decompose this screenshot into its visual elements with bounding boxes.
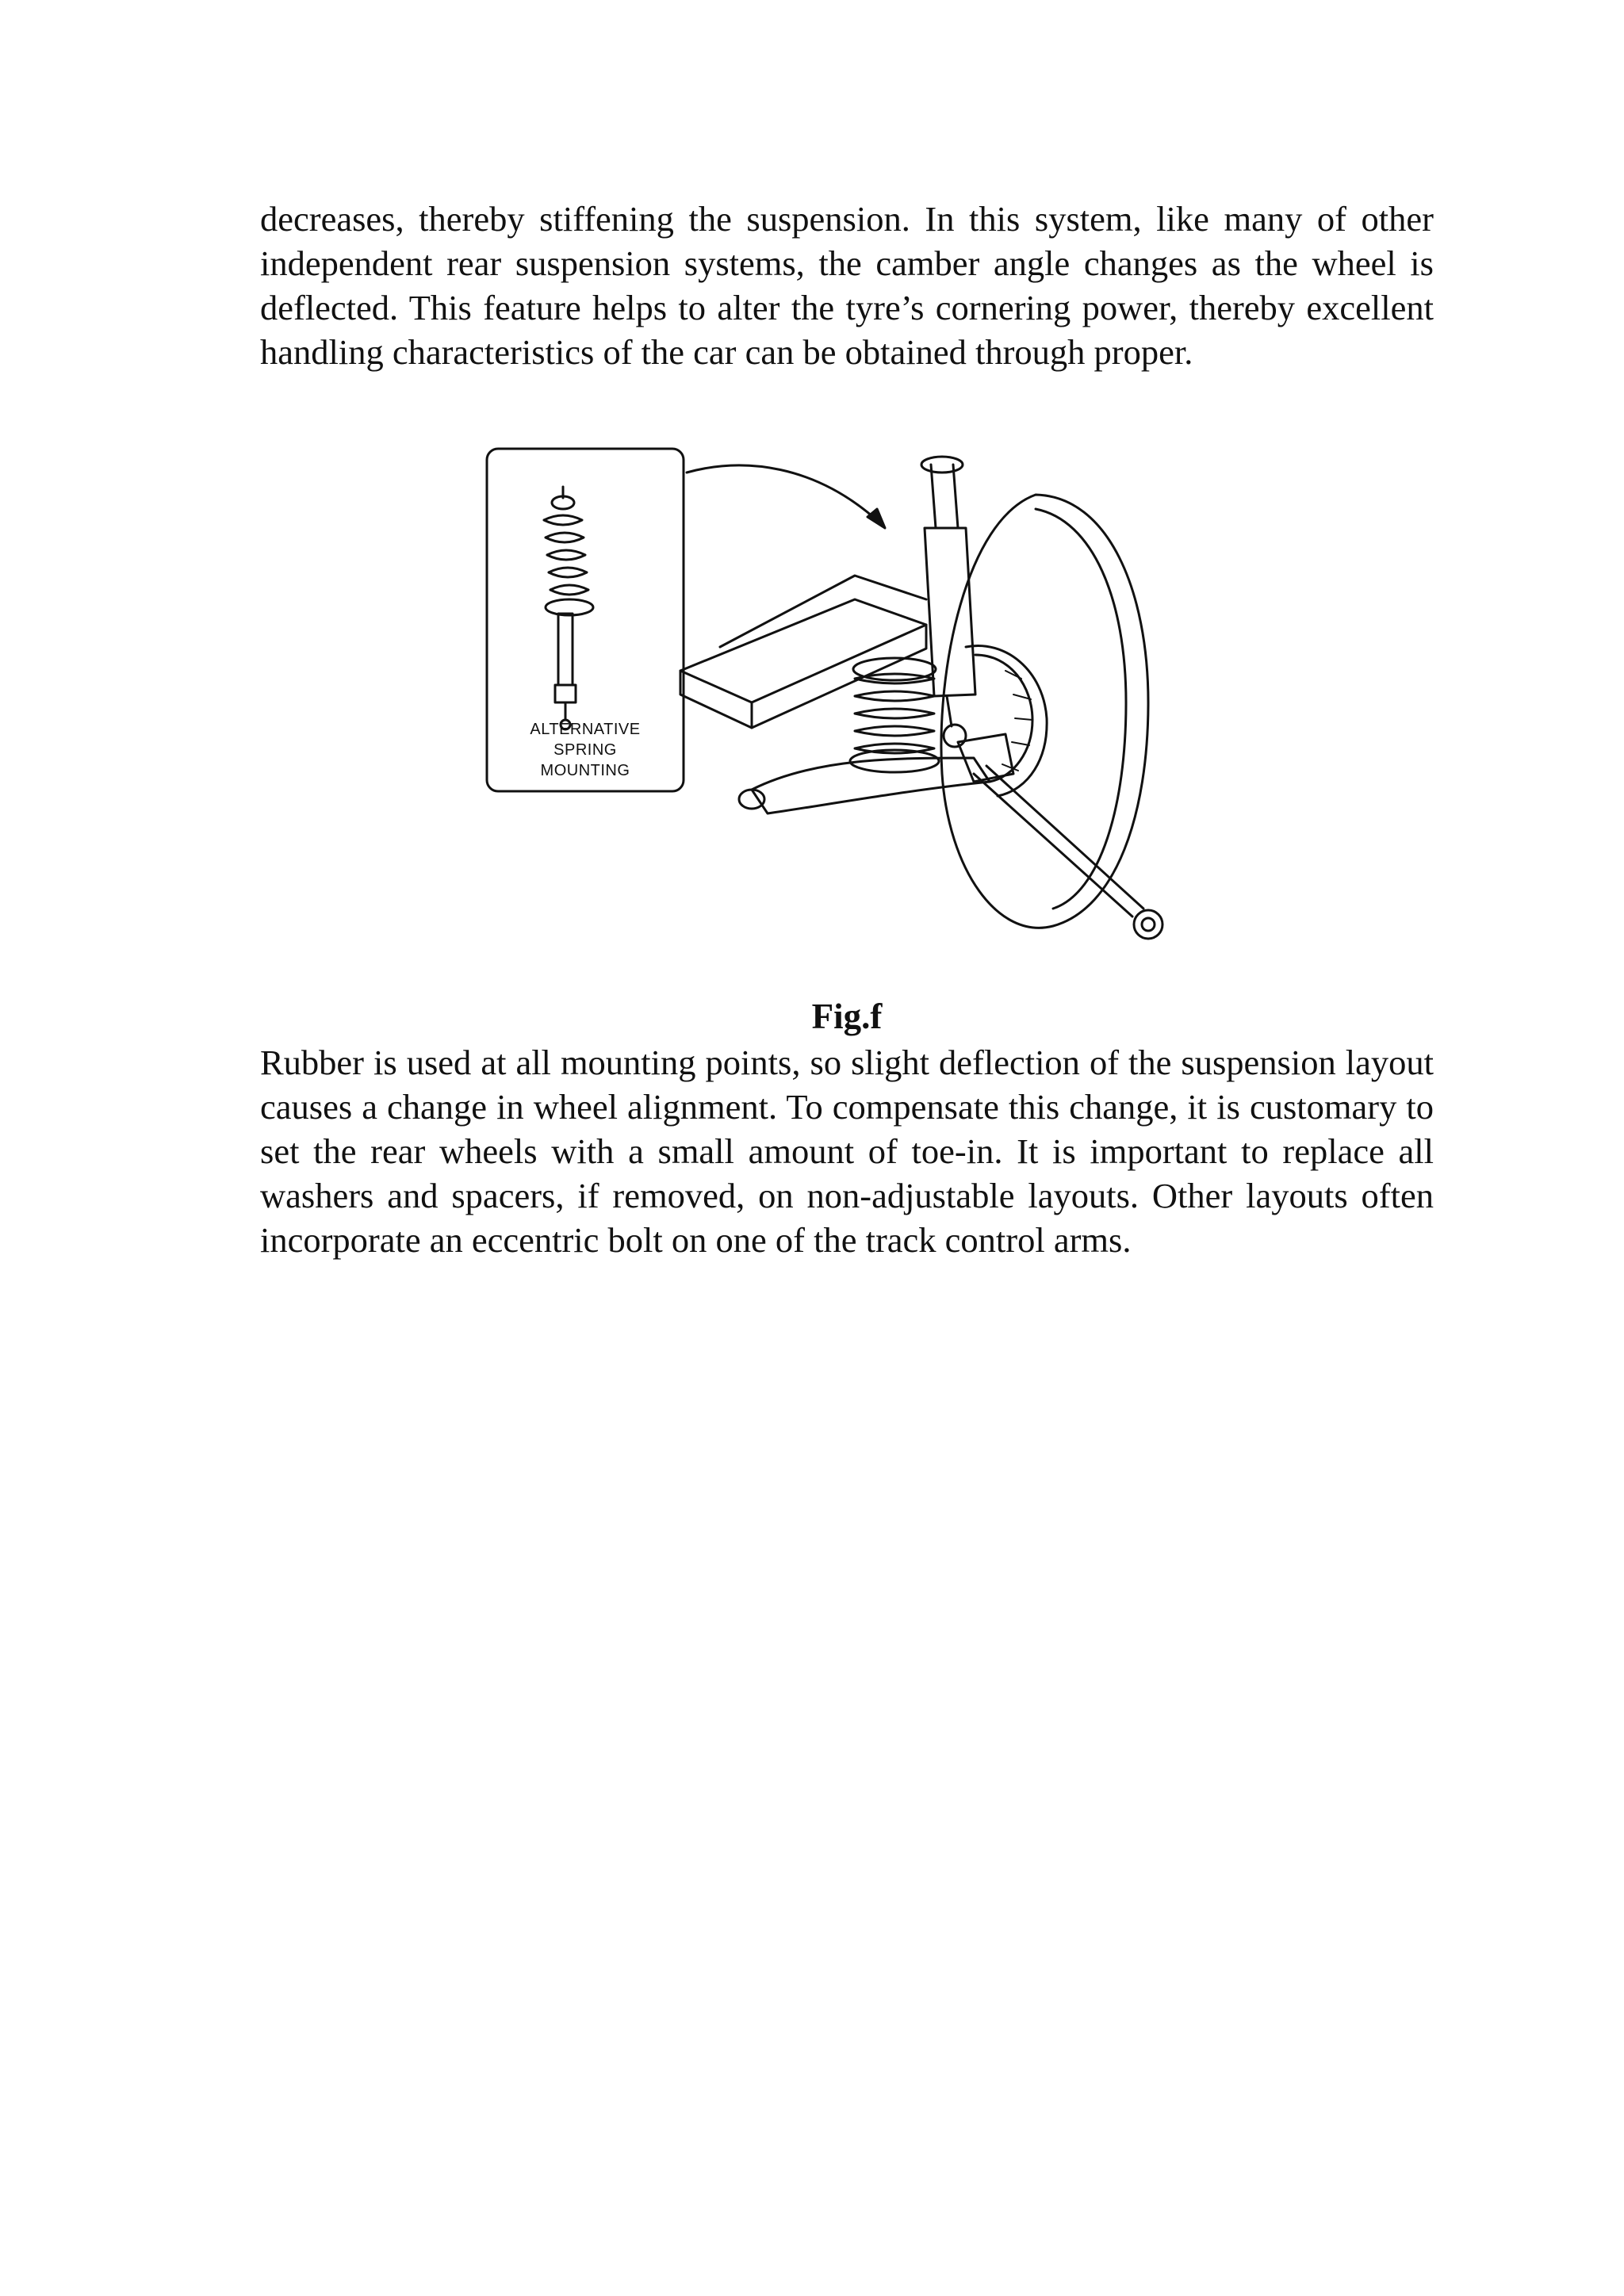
inset-box — [487, 449, 684, 791]
inset-label-line-3: MOUNTING — [540, 762, 630, 779]
pointer-arrow — [687, 465, 879, 522]
figure-caption: Fig.f — [811, 997, 883, 1036]
rear-suspension-illustration — [482, 441, 1196, 961]
paragraph-intro: decreases, thereby stiffening the suspension. In this system, like many of other independent rear suspension systems, the camber angle changes as the wheel is deflected. This feature helps to alter the tyre’s cornering power, thereby excellent handling characteristics of the car can be obtained through proper. — [260, 199, 1434, 372]
paragraph-body: Rubber is used at all mounting points, so slight deflection of the suspension layout causes a change in wheel alignment. To compensate this change, it is customary to set the rear wheels with a small amount of toe-in. It is important to replace all washers and spacers, if removed, on non-adjustable layouts. Other layouts often incorporate an eccentric bolt on one of the track control arms. — [260, 1043, 1434, 1260]
wheel-outline — [941, 495, 1148, 928]
inset-label-line-1: ALTERNATIVE — [530, 721, 641, 738]
inset-label-line-2: SPRING — [553, 741, 617, 759]
